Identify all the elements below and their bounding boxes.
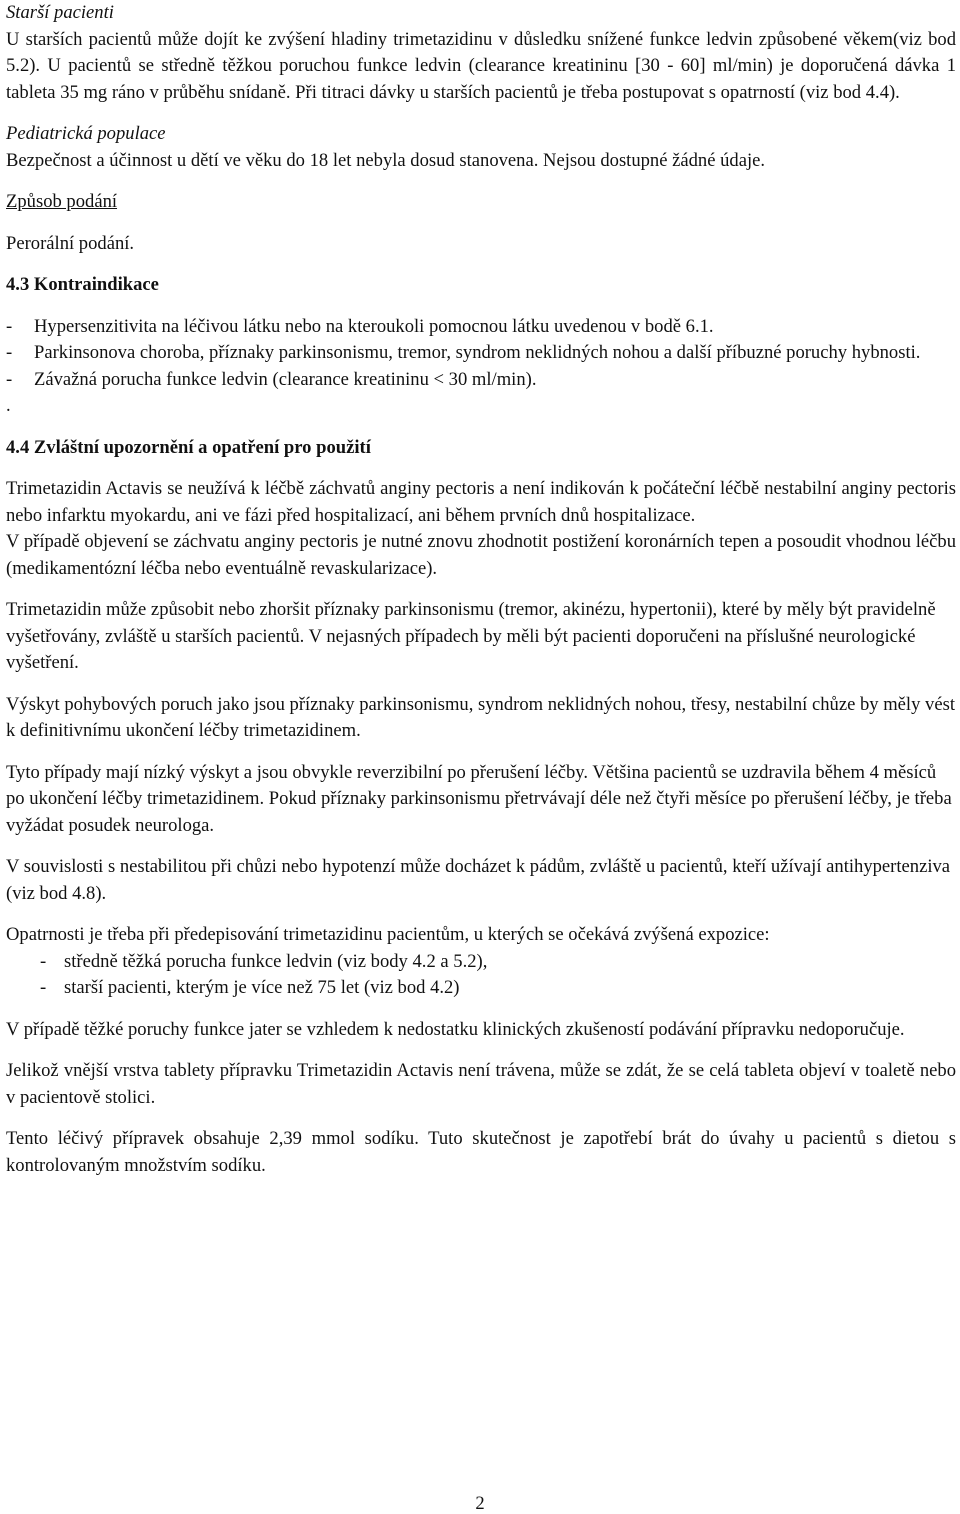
list-dash: - (6, 368, 13, 390)
warnings-paragraph-1: Trimetazidin Actavis se neužívá k léčbě záchvatů anginy pectoris a není indikován k počáteční léčbě nestabilní anginy pectoris nebo infarktu myokardu, ani ve fázi před hospitalizací, ani během prvních dnů hospitalizace. (6, 478, 956, 526)
warnings-heading: 4.4 Zvláštní upozornění a opatření pro použití (6, 436, 371, 458)
administration-heading: Způsob podání (6, 191, 118, 212)
list-dash: - (40, 977, 47, 998)
trailing-dot: . (6, 395, 11, 416)
exposure-list (6, 949, 956, 1002)
list-item (6, 367, 956, 394)
pediatric-paragraph: Bezpečnost a účinnost u dětí ve věku do 18 let nebyla dosud stanovena. Nejsou dostupné žádné údaje. (6, 149, 766, 171)
page-number: 2 (475, 1493, 485, 1514)
warnings-paragraph-5: Tyto případy mají nízký výskyt a jsou obvykle reverzibilní po přerušení léčby. Většina pacientů se uzdravila během 4 měsíců po ukončení léčby trimetazidinem. Pokud příznaky parkinsonismu přetrvávají déle než čtyři měsíce po přerušení léčby, je třeba vyžádat posudek neurologa. (6, 761, 952, 836)
list-dash: - (40, 950, 47, 972)
list-item-text: Parkinsonova choroba, příznaky parkinsonismu, tremor, syndrom neklidných nohou a další příbuzné poruchy hybnosti. (34, 342, 921, 363)
list-item-text: Závažná porucha funkce ledvin (clearance kreatininu < 30 ml/min). (34, 368, 537, 390)
administration-paragraph: Perorální podání. (6, 232, 135, 254)
list-item (6, 314, 956, 341)
list-item-text: středně těžká porucha funkce ledvin (viz body 4.2 a 5.2), (64, 950, 488, 972)
list-item (6, 975, 956, 1002)
list-item (6, 949, 956, 976)
elderly-heading: Starší pacienti (6, 2, 114, 23)
elderly-paragraph: U starších pacientů může dojít ke zvýšení hladiny trimetazidinu v důsledku snížené funkce ledvin způsobené věkem(viz bod 5.2). U pacientů se středně těžkou poruchou funkce ledvin (clearance kreatininu [30 - 60] ml/min) je doporučená dávka 1 tableta 35 mg ráno v průběhu snídaně. Při titraci dávky u starších pacientů je třeba postupovat s opatrností (viz bod 4.4). (6, 28, 956, 103)
list-item-text: Hypersenzitivita na léčivou látku nebo na kteroukoli pomocnou látku uvedenou v bodě 6.1. (34, 315, 714, 337)
list-item (6, 340, 956, 367)
warnings-paragraph-3: Trimetazidin může způsobit nebo zhoršit příznaky parkinsonismu (tremor, akinézu, hypertonii), které by měly být pravidelně vyšetřovány, zvláště u starších pacientů. V nejasných případech by měli být pacienti doporučeni na příslušné neurologické vyšetření. (6, 599, 936, 673)
warnings-paragraph-7: Opatrnosti je třeba při předepisování trimetazidinu pacientům, u kterých se očekává zvýšená expozice: (6, 924, 770, 945)
warnings-paragraph-4: Výskyt pohybových poruch jako jsou příznaky parkinsonismu, syndrom neklidných nohou, třesy, nestabilní chůze by měly vést k definitivnímu ukončení léčby trimetazidinem. (6, 693, 955, 741)
warnings-paragraph-6: V souvislosti s nestabilitou při chůzi nebo hypotenzí může docházet k pádům, zvláště u pacientů, kteří užívají antihypertenziva (viz bod 4.8). (6, 856, 951, 904)
contraindications-heading: 4.3 Kontraindikace (6, 274, 159, 295)
warnings-paragraph-10: Tento léčivý přípravek obsahuje 2,39 mmol sodíku. Tuto skutečnost je zapotřebí brát do úvahy u pacientů s dietou s kontrolovaným množstvím sodíku. (6, 1128, 956, 1176)
list-item-text: starší pacienti, kterým je více než 75 let (viz bod 4.2) (64, 977, 460, 998)
document-page (6, 0, 956, 1179)
warnings-paragraph-8: V případě těžké poruchy funkce jater se vzhledem k nedostatku klinických zkušeností podávání přípravku nedoporučuje. (6, 1018, 905, 1040)
list-dash: - (6, 342, 13, 363)
list-dash: - (6, 315, 13, 337)
contraindications-list (6, 314, 956, 420)
warnings-paragraph-9: Jelikož vnější vrstva tablety přípravku Trimetazidin Actavis není trávena, může se zdát, že se celá tableta objeví v toaletě nebo v pacientově stolici. (6, 1060, 956, 1108)
pediatric-heading: Pediatrická populace (6, 123, 166, 144)
warnings-paragraph-2: V případě objevení se záchvatu anginy pectoris je nutné znovu zhodnotit postižení koronárních tepen a posoudit vhodnou léčbu (medikamentózní léčba nebo eventuálně revaskularizace). (6, 531, 956, 579)
